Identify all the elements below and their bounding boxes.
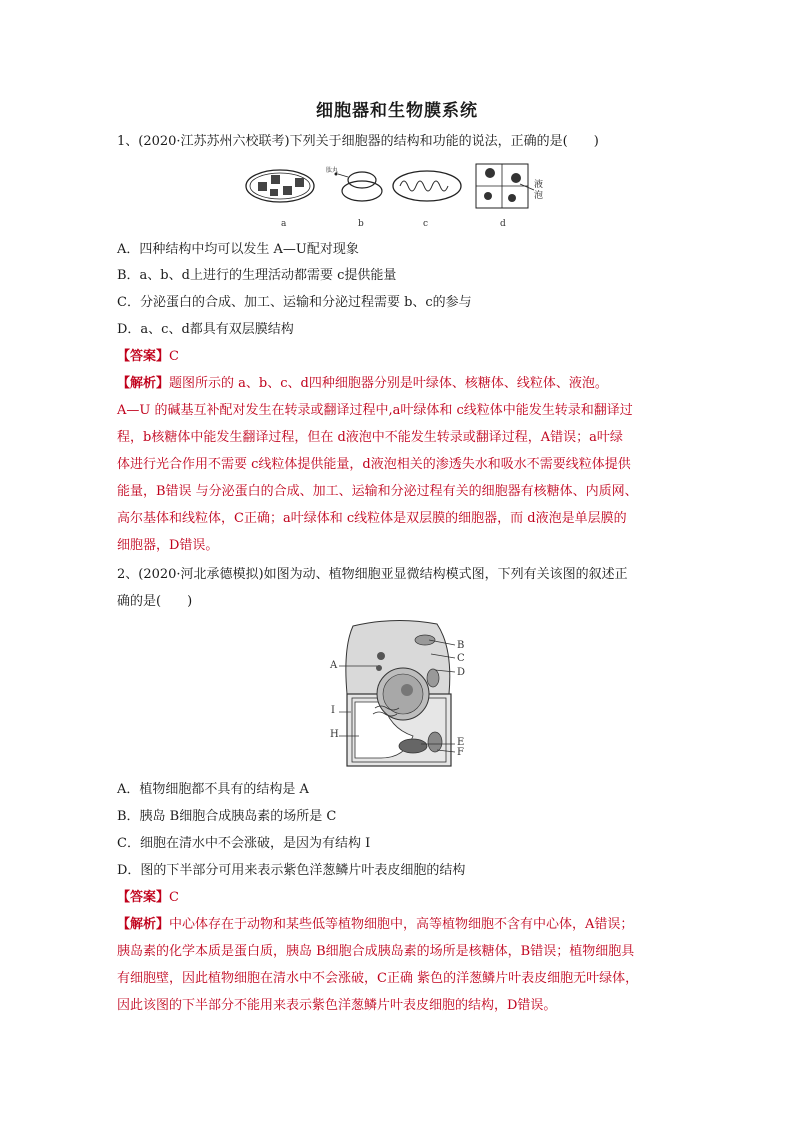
q2-option-a: A．植物细胞都不具有的结构是 A — [117, 782, 309, 797]
q1-stem: 1、(2020·江苏苏州六校联考)下列关于细胞器的结构和功能的说法，正确的是( ) — [117, 134, 599, 149]
q2-answer-value: C — [169, 890, 179, 905]
q1-analysis-line-2: A—U 的碱基互补配对发生在转录或翻译过程中,a叶绿体和 c线粒体中能发生转录和翻译过 — [117, 403, 633, 418]
q2-fig-label-D: D — [457, 667, 466, 678]
q2-analysis-label: 【解析】 — [117, 917, 170, 932]
q2-fig-label-B: B — [457, 640, 465, 651]
q2-cell-diagram — [325, 618, 475, 770]
ribosome-figure-b — [326, 166, 382, 201]
q2-analysis-line-2: 胰岛素的化学本质是蛋白质，胰岛 B细胞合成胰岛素的场所是核糖体，B错误；植物细胞具 — [117, 944, 635, 959]
q2-fig-label-I: I — [331, 705, 335, 716]
q1-analysis-line-4: 体进行光合作用不需要 c线粒体提供能量，d液泡相关的渗透失水和吸水不需要线粒体提供 — [117, 457, 631, 472]
q1-fig-label-b: b — [358, 219, 364, 229]
q1-analysis-line-5: 能量，B错误 与分泌蛋白的合成、加工、运输和分泌过程有关的细胞器有核糖体、内质网、 — [117, 484, 638, 499]
q1-fig-label-d: d — [500, 219, 506, 229]
q1-answer — [117, 348, 179, 366]
q2-answer-label: 【答案】 — [117, 890, 170, 905]
vacuole-label-1: 液 — [534, 180, 544, 190]
q1-answer-label: 【答案】 — [117, 349, 170, 364]
chloroplast-figure-a — [246, 170, 314, 202]
q2-fig-label-E: E — [457, 737, 465, 748]
q1-analysis-line-6: 高尔基体和线粒体，C正确；a叶绿体和 c线粒体是双层膜的细胞器，而 d液泡是单层膜的 — [117, 511, 627, 526]
q2-stem-line-1: 2、(2020·河北承德模拟)如图为动、植物细胞亚显微结构模式图，下列有关该图的叙述正 — [117, 567, 628, 582]
q2-analysis-line-3: 有细胞壁，因此植物细胞在清水中不会涨破，C正确 紫色的洋葱鳞片叶表皮细胞无叶绿体， — [117, 971, 639, 986]
q2-fig-label-F: F — [457, 747, 464, 758]
q1-option-a: A．四种结构中均可以发生 A—U配对现象 — [117, 242, 359, 257]
q1-option-b: B．a、b、d上进行的生理活动都需要 c提供能量 — [117, 268, 397, 283]
q1-organelle-figure — [240, 160, 560, 235]
q1-fig-label-a: a — [281, 219, 287, 229]
q1-option-d: D．a、c、d都具有双层膜结构 — [117, 322, 294, 337]
q1-analysis-text-1: 题图所示的 a、b、c、d四种细胞器分别是叶绿体、核糖体、线粒体、液泡。 — [169, 376, 608, 391]
vacuole-label-2: 泡 — [534, 191, 544, 201]
q1-analysis-line-1 — [117, 375, 608, 393]
q1-analysis-label: 【解析】 — [117, 376, 170, 391]
vacuole-cells-figure-d — [476, 164, 543, 208]
q1-fig-label-c: c — [423, 219, 429, 229]
q2-analysis-line-4: 因此该图的下半部分不能用来表示紫色洋葱鳞片叶表皮细胞的结构，D错误。 — [117, 998, 557, 1013]
q1-analysis-line-7: 细胞器，D错误。 — [117, 538, 219, 553]
q2-option-b: B．胰岛 B细胞合成胰岛素的场所是 C — [117, 809, 337, 824]
q2-analysis-text-1: 中心体存在于动物和某些低等植物细胞中，高等植物细胞不含有中心体，A错误； — [169, 917, 634, 932]
q2-analysis-line-1 — [117, 916, 633, 934]
q1-option-c: C．分泌蛋白的合成、加工、运输和分泌过程需要 b、c的参与 — [117, 295, 472, 310]
q1-answer-value: C — [169, 349, 179, 364]
q2-option-d: D．图的下半部分可用来表示紫色洋葱鳞片叶表皮细胞的结构 — [117, 863, 466, 878]
q2-fig-label-H: H — [330, 729, 339, 740]
ribosome-peptide-label: 肽丸 — [326, 167, 339, 174]
mitochondrion-figure-c — [393, 171, 461, 201]
q1-analysis-line-3: 程，b核糖体中能发生翻译过程，但在 d液泡中不能发生转录或翻译过程，A错误；a叶绿 — [117, 430, 623, 445]
q2-option-c: C．细胞在清水中不会涨破，是因为有结构 I — [117, 836, 371, 851]
page-title: 细胞器和生物膜系统 — [316, 101, 478, 121]
q2-fig-label-A: A — [330, 660, 338, 671]
q2-fig-label-C: C — [457, 653, 465, 664]
q2-stem-line-2: 确的是( ) — [117, 594, 193, 609]
q2-answer — [117, 889, 179, 907]
